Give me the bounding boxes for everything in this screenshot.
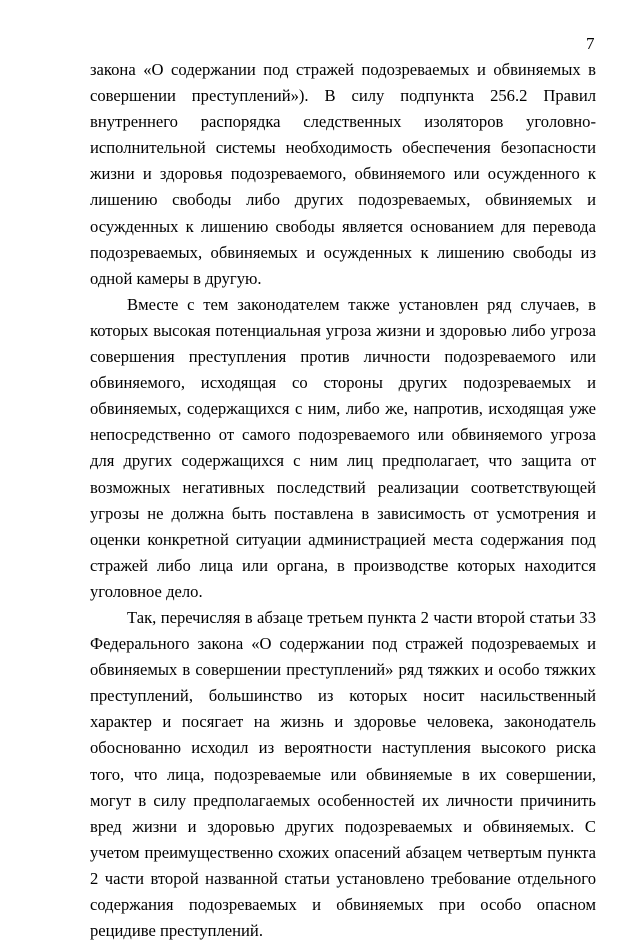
document-body <box>90 57 596 944</box>
page-number: 7 <box>586 34 595 53</box>
paragraph: Так, перечисляя в абзаце третьем пункта 2 части второй статьи 33 Федерального закона «О содержании под стражей подозреваемых и обвиняемых в совершении преступлений» ряд тяжких и особо тяжких преступлений, большинство из которых носит насильственный характер и посягает на жизнь и здоровье человека, законодатель обоснованно исходил из вероятности наступления высокого риска того, что лица, подозреваемые или обвиняемые в их совершении, могут в силу предполагаемых особенностей их личности причинить вред жизни и здоровью других подозреваемых и обвиняемых. С учетом преимущественно схожих опасений абзацем четвертым пункта 2 части второй названной статьи установлено требование отдельного содержания подозреваемых и обвиняемых при особо опасном рецидиве преступлений. <box>90 607 596 941</box>
paragraph: Вместе с тем законодателем также установлен ряд случаев, в которых высокая потенциальная угроза жизни и здоровью либо угроза совершения преступления против личности подозреваемого или обвиняемого, исходящая со стороны других подозреваемых и обвиняемых, содержащихся с ним, либо же, напротив, исходящая уже непосредственно от самого подозреваемого или обвиняемого угроза для других содержащихся с ним лиц предполагает, что защита от возможных негативных последствий реализации соответствующей угрозы не должна быть поставлена в зависимость от усмотрения и оценки конкретной ситуации администрацией места содержания под стражей либо лица или органа, в производстве которых находится уголовное дело. <box>90 294 596 601</box>
paragraph-continuation: закона «О содержании под стражей подозреваемых и обвиняемых в совершении преступлений»). В силу подпункта 256.2 Правил внутреннего распорядка следственных изоляторов уголовно-исполнительной системы необходимость обеспечения безопасности жизни и здоровья подозреваемого, обвиняемого или осужденного к лишению свободы либо других подозреваемых, обвиняемых и осужденных к лишению свободы является основанием для перевода подозреваемых, обвиняемых и осужденных к лишению свободы из одной камеры в другую. <box>90 60 596 288</box>
